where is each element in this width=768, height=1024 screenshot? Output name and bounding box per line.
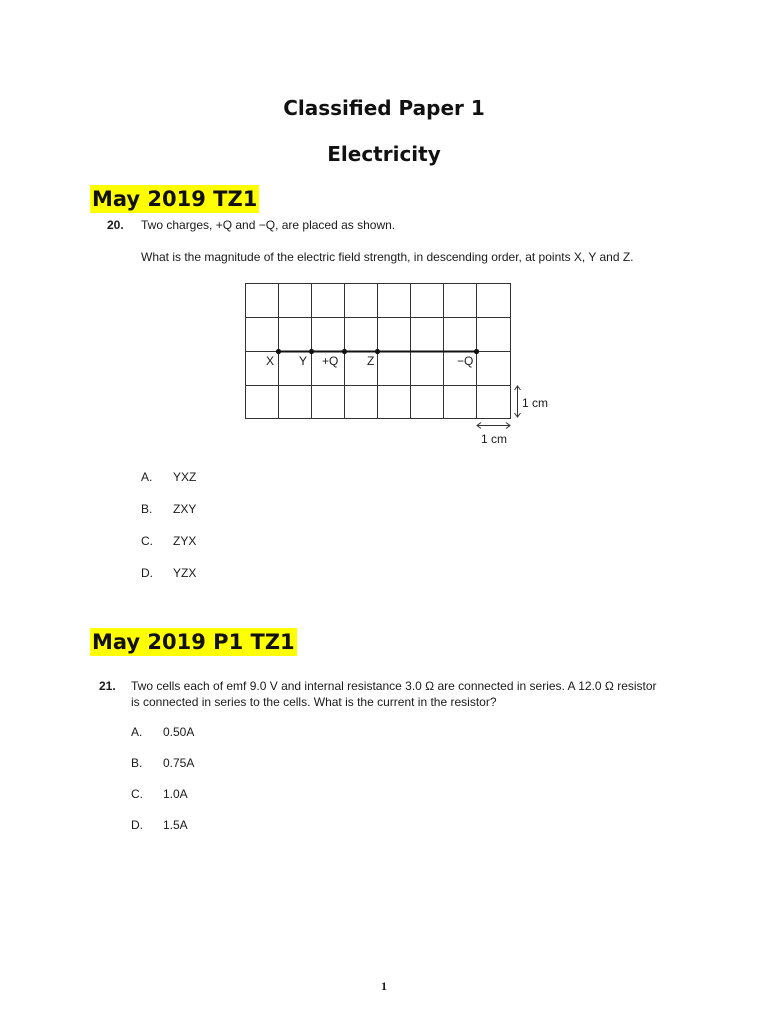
horizontal-scale-label: 1 cm <box>481 432 508 446</box>
question-text-line: Two cells each of emf 9.0 V and internal resistance 3.0 Ω are connected in series. A 12.0 Ω resistor <box>131 679 657 693</box>
option-text: ZXY <box>173 502 197 516</box>
point-z-label: Z <box>367 354 375 368</box>
point-y-label: Y <box>299 354 308 368</box>
answer-option <box>141 502 196 516</box>
point-x-dot <box>276 349 281 354</box>
option-letter: B. <box>131 756 143 770</box>
option-text: YZX <box>173 566 197 580</box>
section-heading: May 2019 TZ1 <box>92 187 258 211</box>
point-x-label: X <box>266 354 275 368</box>
answer-option <box>141 470 196 484</box>
question-text-line: is connected in series to the cells. What is the current in the resistor? <box>131 695 497 709</box>
section-heading: May 2019 P1 TZ1 <box>92 630 295 654</box>
vertical-scale-arrow <box>515 386 521 417</box>
document-title: Classified Paper 1 <box>283 96 485 120</box>
charge-positive-label: +Q <box>322 354 339 368</box>
answer-option <box>131 787 188 801</box>
option-text: ZYX <box>173 534 197 548</box>
option-letter: D. <box>141 566 153 580</box>
question-number: 21. <box>99 679 116 693</box>
option-letter: A. <box>141 470 153 484</box>
option-text: 1.0A <box>163 787 188 801</box>
point-z-dot <box>375 349 380 354</box>
document-subtitle: Electricity <box>327 142 441 166</box>
option-letter: C. <box>131 787 143 801</box>
answer-option <box>131 818 188 832</box>
option-letter: B. <box>141 502 153 516</box>
horizontal-scale-arrow <box>477 423 510 429</box>
option-text: 0.75A <box>163 756 195 770</box>
point-y-dot <box>309 349 314 354</box>
charge-negative-dot <box>474 349 479 354</box>
option-letter: A. <box>131 725 143 739</box>
option-text: 0.50A <box>163 725 195 739</box>
question-number: 20. <box>107 218 124 232</box>
option-letter: C. <box>141 534 153 548</box>
option-text: 1.5A <box>163 818 188 832</box>
question-text-line: Two charges, +Q and −Q, are placed as shown. <box>141 218 396 232</box>
charge-grid-diagram <box>0 0 768 460</box>
option-text: YXZ <box>173 470 197 484</box>
answer-option <box>141 566 196 580</box>
page-number: 1 <box>381 979 387 993</box>
vertical-scale-label: 1 cm <box>522 396 549 410</box>
answer-option <box>131 756 194 770</box>
charge-positive-dot <box>342 349 347 354</box>
answer-option <box>131 725 194 739</box>
charge-negative-label: −Q <box>457 354 474 368</box>
option-letter: D. <box>131 818 143 832</box>
question-text-line: What is the magnitude of the electric field strength, in descending order, at points X, Y and Z. <box>141 250 634 264</box>
answer-option <box>141 534 196 548</box>
